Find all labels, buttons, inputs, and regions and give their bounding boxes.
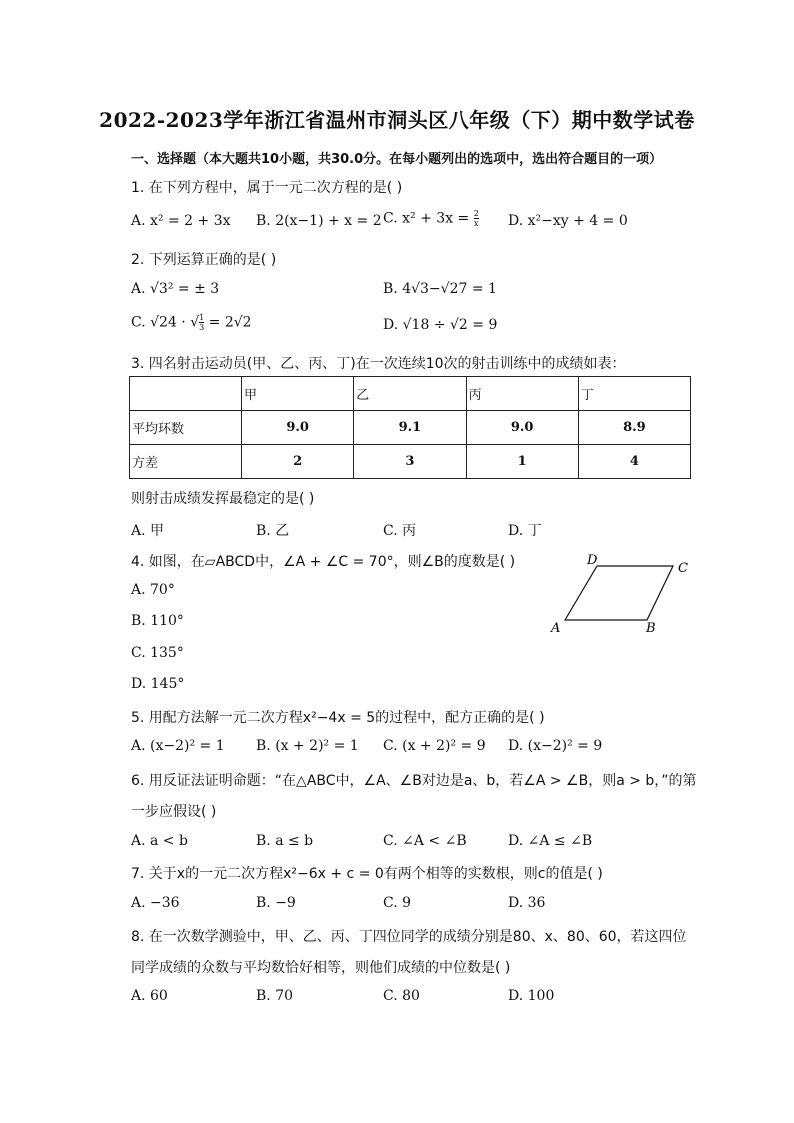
table-cell: 2: [242, 445, 354, 479]
fraction: [199, 313, 204, 332]
table-header-row: [130, 377, 691, 411]
question-3-option-d[interactable]: D. 丁: [508, 523, 542, 539]
vertex-label-c: C: [678, 561, 688, 576]
question-7-option-a[interactable]: A. −36: [131, 895, 180, 911]
question-3-prompt: 则射击成绩发挥最稳定的是( ): [131, 491, 315, 507]
table-row: [130, 445, 691, 479]
question-8-stem-continued: 同学成绩的众数与平均数恰好相等，则他们成绩的中位数是( ): [131, 960, 511, 976]
section-heading: 一、选择题（本大题共10小题，共30.0分。在每小题列出的选项中，选出符合题目的一项）: [131, 152, 663, 167]
question-4-option-d[interactable]: D. 145°: [131, 676, 185, 692]
table-cell: 9.0: [242, 411, 354, 445]
question-8-stem: 8. 在一次数学测验中，甲、乙、丙、丁四位同学的成绩分别是80、x、80、60，若这四位: [131, 929, 687, 945]
vertex-label-b: B: [646, 621, 656, 636]
table-cell: 1: [466, 445, 578, 479]
question-1-stem: 1. 在下列方程中，属于一元二次方程的是( ): [131, 180, 403, 196]
question-7-option-b[interactable]: B. −9: [256, 895, 296, 911]
question-1-option-c-text: C. x² + 3x =: [383, 210, 470, 227]
question-5-option-c[interactable]: C. (x + 2)² = 9: [383, 738, 486, 754]
question-6-stem: 6. 用反证法证明命题：“在△ABC中，∠A、∠B对边是a、b，若∠A > ∠B，则a > b，”的第: [131, 773, 697, 789]
question-7-stem: 7. 关于x的一元二次方程x²−6x + c = 0有两个相等的实数根，则c的值是( ): [131, 866, 603, 882]
table-header-cell: [130, 377, 242, 411]
question-1-option-b[interactable]: B. 2(x−1) + x = 2: [256, 213, 382, 229]
scores-table: [129, 376, 691, 479]
question-4-option-b[interactable]: B. 110°: [131, 613, 184, 629]
question-6-option-a[interactable]: A. a < b: [131, 833, 188, 849]
question-2-option-c-text: C. √24 · √: [131, 314, 200, 331]
question-3-option-a[interactable]: A. 甲: [131, 523, 165, 539]
question-2-option-c-result: = 2√2: [208, 314, 252, 331]
table-cell: 8.9: [578, 411, 690, 445]
table-cell: 9.0: [466, 411, 578, 445]
table-cell: 4: [578, 445, 690, 479]
table-cell: 3: [354, 445, 466, 479]
parallelogram-shape: [565, 566, 673, 620]
table-row-label: 平均环数: [130, 411, 242, 445]
question-3-stem: 3. 四名射击运动员(甲、乙、丙、丁)在一次连续10次的射击训练中的成绩如表：: [131, 356, 626, 372]
question-1-option-c[interactable]: [383, 209, 479, 228]
question-2-option-a[interactable]: A. √3² = ± 3: [131, 281, 220, 297]
fraction-denominator: x: [473, 219, 479, 228]
vertex-label-d: D: [587, 553, 598, 568]
question-5-option-a[interactable]: A. (x−2)² = 1: [131, 738, 225, 754]
table-header-cell: 乙: [354, 377, 466, 411]
question-8-option-d[interactable]: D. 100: [508, 988, 555, 1004]
question-6-option-b[interactable]: B. a ≤ b: [256, 833, 314, 849]
question-5-option-d[interactable]: D. (x−2)² = 9: [508, 738, 603, 754]
question-2-option-b[interactable]: B. 4√3−√27 = 1: [383, 281, 497, 297]
question-8-option-c[interactable]: C. 80: [383, 988, 420, 1004]
parallelogram-figure: [545, 552, 705, 638]
question-6-stem-continued: 一步应假设( ): [131, 804, 217, 820]
fraction-numerator: 1: [199, 313, 205, 322]
question-5-option-b[interactable]: B. (x + 2)² = 1: [256, 738, 359, 754]
question-5-stem: 5. 用配方法解一元二次方程x²−4x = 5的过程中，配方正确的是( ): [131, 710, 545, 726]
question-1-option-d[interactable]: D. x²−xy + 4 = 0: [508, 213, 628, 229]
question-2-option-d[interactable]: D. √18 ÷ √2 = 9: [383, 317, 498, 333]
question-6-option-d[interactable]: D. ∠A ≤ ∠B: [508, 833, 593, 849]
table-row-label: 方差: [130, 445, 242, 479]
question-7-option-d[interactable]: D. 36: [508, 895, 546, 911]
question-4-option-c[interactable]: C. 135°: [131, 645, 184, 661]
vertex-label-a: A: [551, 621, 561, 636]
question-4-stem: 4. 如图，在▱ABCD中，∠A + ∠C = 70°，则∠B的度数是( ): [131, 554, 516, 570]
question-8-option-b[interactable]: B. 70: [256, 988, 294, 1004]
question-8-option-a[interactable]: A. 60: [131, 988, 168, 1004]
question-6-option-c[interactable]: C. ∠A < ∠B: [383, 833, 467, 849]
table-cell: 9.1: [354, 411, 466, 445]
question-3-option-c[interactable]: C. 丙: [383, 523, 417, 539]
fraction-denominator: 3: [199, 323, 205, 332]
question-4-option-a[interactable]: A. 70°: [131, 582, 175, 598]
question-1-option-a[interactable]: A. x² = 2 + 3x: [131, 213, 231, 229]
fraction: [474, 209, 479, 228]
question-2-stem: 2. 下列运算正确的是( ): [131, 252, 277, 268]
page-title: 2022-2023学年浙江省温州市洞头区八年级（下）期中数学试卷: [99, 108, 695, 132]
question-7-option-c[interactable]: C. 9: [383, 895, 412, 911]
fraction-numerator: 2: [473, 209, 479, 218]
table-row: [130, 411, 691, 445]
question-2-option-c[interactable]: [131, 313, 252, 332]
table-header-cell: 丁: [578, 377, 690, 411]
table-header-cell: 甲: [242, 377, 354, 411]
table-header-cell: 丙: [466, 377, 578, 411]
question-3-option-b[interactable]: B. 乙: [256, 523, 290, 539]
